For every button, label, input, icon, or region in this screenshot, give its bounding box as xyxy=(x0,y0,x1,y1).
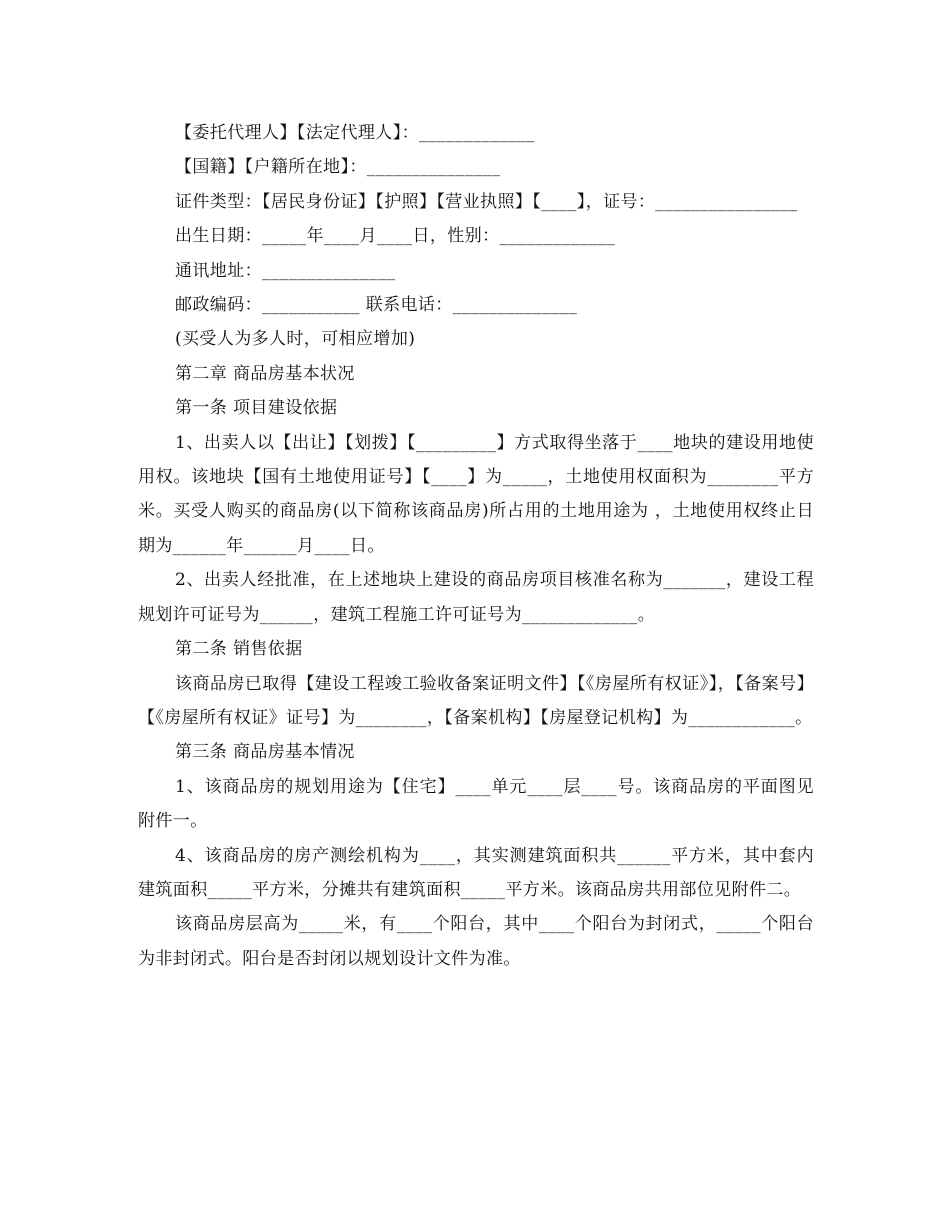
birth-date-line: 出生日期：_____年____月____日，性别：_____________ xyxy=(175,226,616,247)
multiple-buyers-note: (买受人为多人时，可相应增加) xyxy=(175,329,416,350)
clause-paragraph: 4、该商品房的房产测绘机构为____，其实测建筑面积共______平方米，其中套内建筑面积_____平方米，分摊共有建筑面积_____平方米。该商品房共用部位见附件二。 xyxy=(138,845,814,900)
document-body xyxy=(138,116,814,976)
chapter-heading: 第二章 商品房基本状况 xyxy=(175,363,355,384)
agent-line: 【委托代理人】【法定代理人】：_____________ xyxy=(175,123,535,143)
article-heading: 第一条 项目建设依据 xyxy=(175,398,338,419)
clause-paragraph: 该商品房层高为_____米，有____个阳台，其中____个阳台为封闭式，_____个阳台为非封闭式。阳台是否封闭以规划设计文件为准。 xyxy=(138,914,814,969)
address-line: 通讯地址：_______________ xyxy=(175,260,396,281)
nationality-line: 【国籍】【户籍所在地】：_______________ xyxy=(175,157,501,178)
article-heading: 第二条 销售依据 xyxy=(175,639,303,660)
clause-paragraph: 该商品房已取得【建设工程竣工验收备案证明文件】【《房屋所有权证》】，【备案号】【《房屋所有权证》证号】为________，【备案机构】【房屋登记机构】为____________。 xyxy=(138,673,814,728)
clause-paragraph: 1、出卖人以【出让】【划拨】【_________】方式取得坐落于____地块的建设用地使用权。该地块【国有土地使用证号】【____】为_____，土地使用权面积为________平方米。买受人购买的商品房(以下简称该商品房)所占用的土地用途为 ，土地使用权终止日期为______年______月____日。 xyxy=(138,432,814,556)
clause-paragraph: 1、该商品房的规划用途为【住宅】____单元____层____号。该商品房的平面图见附件一。 xyxy=(138,776,814,832)
clause-paragraph: 2、出卖人经批准，在上述地块上建设的商品房项目核准名称为_______，建设工程规划许可证号为______，建筑工程施工许可证号为_____________。 xyxy=(138,570,814,625)
id-type-line: 证件类型：【居民身份证】【护照】【营业执照】【____】，证号：________________ xyxy=(175,191,798,212)
article-heading: 第三条 商品房基本情况 xyxy=(175,742,355,763)
postcode-phone-line: 邮政编码：___________ 联系电话：______________ xyxy=(175,295,578,316)
